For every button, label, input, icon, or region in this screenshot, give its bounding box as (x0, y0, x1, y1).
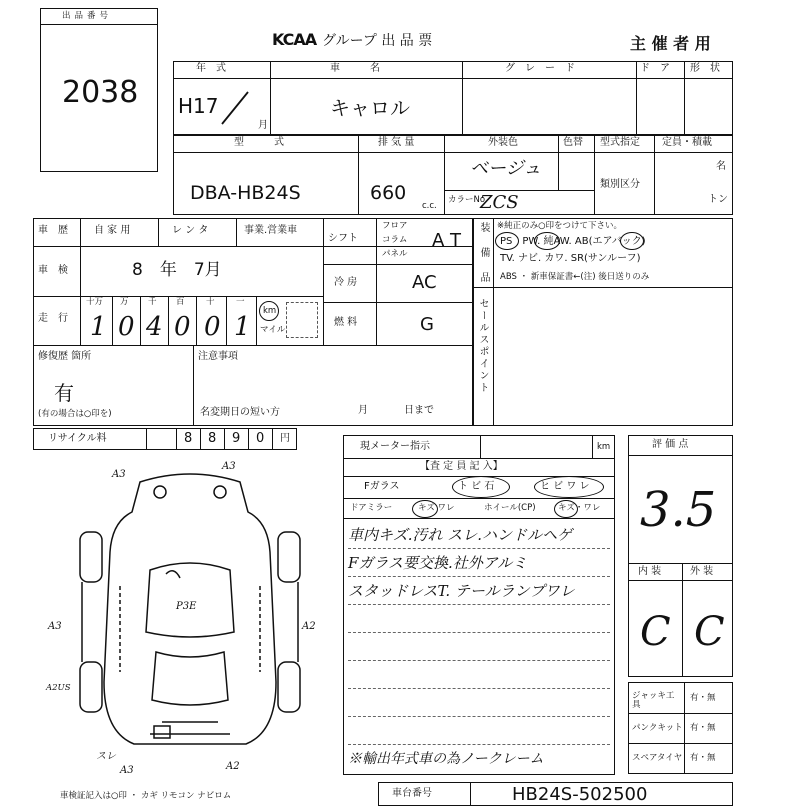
private-use-option: 自 家 用 (94, 225, 131, 236)
color-code: ZCS (480, 192, 519, 213)
recycle-digit-4: 0 (256, 431, 265, 446)
inspection-label: 車 検 (38, 265, 68, 276)
inspector-note-2: Fガラス要交換.社外アルミ (348, 554, 528, 572)
windshield-options: ト ビ 石 (458, 481, 495, 492)
color-code-label: カラーNo. (448, 195, 488, 205)
mileage-unit-1: 一 (236, 297, 245, 307)
mile-label: マイル (260, 325, 286, 335)
jack-value: 有・無 (690, 693, 716, 703)
shift-panel: パネル (382, 249, 408, 259)
mileage-unit-10: 十 (206, 297, 215, 307)
tons-unit: トン (708, 194, 728, 205)
short-expiry-label: 名変期日の短い方 (200, 407, 280, 418)
rating-label: 評 価 点 (652, 439, 689, 450)
diagram-mark-roof: P3E (176, 601, 197, 612)
capacity-label: 定員・積載 (662, 137, 712, 148)
jack-label: ジャッキ工具 (632, 691, 675, 710)
cc-unit: c.c. (422, 201, 437, 211)
displacement-label: 排 気 量 (378, 137, 415, 148)
exterior-value: C (694, 609, 725, 655)
puncture-kit-label: パンクキット (632, 723, 683, 733)
inspector-section-title: 【査 定 員 記 入】 (420, 461, 503, 472)
repair-label: 修復歴 箇所 (38, 351, 92, 362)
ac-value: AC (412, 272, 437, 293)
bottom-note: 車検証記入は○印 ・ カギ リモコン ナビロム (60, 791, 232, 801)
meter-unit: km (597, 442, 611, 452)
mileage-unit-1k: 千 (148, 297, 157, 307)
diagram-mark-left-rear: A2US (46, 683, 71, 693)
mileage-unit-100: 百 (176, 297, 185, 307)
color-value: ベージュ (470, 158, 542, 179)
history-label: 車 歴 (38, 225, 68, 236)
recycle-unit: 円 (280, 433, 290, 444)
diagram-mark-front-right: A3 (222, 461, 236, 472)
windshield-label: Fガラス (364, 481, 400, 492)
month-label: 月 (358, 405, 368, 416)
windshield-options-2: ヒ ビ ワ レ (540, 481, 590, 492)
interior-value: C (640, 609, 671, 655)
model-value: DBA-HB24S (190, 182, 301, 204)
diagram-mark-left-side: A3 (48, 621, 62, 632)
recycle-digit-2: 8 (208, 431, 217, 446)
equipment-line3: ABS ・ 新車保証書←(注) 後日送りのみ (500, 272, 650, 282)
equipment-label: 装 備 品 (478, 222, 489, 289)
month-mark: 月 (258, 120, 268, 131)
rental-option: レ ン タ (172, 225, 209, 236)
car-name-value: キャロル (330, 96, 410, 120)
rating-value: 3.5 (640, 482, 717, 538)
diagram-mark-right-side: A2 (302, 621, 316, 632)
pw-circle (534, 232, 560, 250)
mileage-unit-10k: 万 (120, 297, 129, 307)
body-label: 形 状 (690, 63, 720, 74)
year-value: H17 (178, 94, 219, 118)
repair-note: (有の場合は○印を) (38, 409, 112, 419)
inspection-value: 8 年 7月 (132, 260, 222, 280)
equipment-box (473, 218, 733, 426)
inspector-footer-note: ※輸出年式車の為ノークレーム (348, 751, 544, 767)
chassis-label: 車台番号 (392, 788, 432, 799)
color-label: 外装色 (488, 137, 518, 148)
inspector-note-1: 車内キズ.汚れ スレ.ハンドルヘゲ (348, 526, 573, 544)
meter-label: 現メーター指示 (360, 441, 430, 452)
wheel-scratch-circle (554, 500, 578, 518)
lot-number: 2038 (62, 75, 139, 110)
exterior-label: 外 装 (690, 566, 714, 577)
mileage-digit-10: 0 (204, 312, 221, 342)
grade-label: グ レ ー ド (505, 63, 575, 74)
fuel-value: G (420, 314, 434, 335)
shift-floor: フロア (382, 221, 408, 231)
recycle-digit-1: 8 (184, 431, 193, 446)
business-option: 事業.営業車 (244, 225, 298, 236)
diagram-mark-front-left: A3 (112, 469, 126, 480)
displacement-value: 660 (370, 182, 407, 204)
mileage-digit-10k: 0 (118, 312, 135, 342)
model-designation-label: 型式指定 (600, 137, 640, 148)
wheel-label: ホイール(CP) (484, 503, 536, 513)
model-label: 型 式 (234, 137, 284, 148)
mileage-label: 走 行 (38, 313, 68, 324)
shift-value: A T (432, 230, 462, 251)
km-label: km (263, 306, 277, 316)
diagram-mark-rear-right: A2 (226, 761, 240, 772)
mileage-digit-1k: 4 (146, 312, 163, 342)
fuel-label: 燃 料 (334, 317, 358, 328)
ab-circle (620, 232, 644, 250)
shift-column: コラム (382, 235, 408, 245)
day-label: 日まで (404, 405, 434, 416)
recycle-label: リサイクル料 (48, 433, 107, 444)
mileage-digit-1: 1 (234, 312, 251, 342)
mirror-label: ドアミラー (350, 503, 393, 513)
puncture-kit-value: 有・無 (690, 723, 716, 733)
ps-circle (495, 232, 519, 250)
equipment-note: ※純正のみ○印をつけて下さい。 (497, 221, 623, 231)
year-label: 年 式 (196, 63, 226, 74)
spare-tire-value: 有・無 (690, 753, 716, 763)
ac-label: 冷 房 (334, 277, 358, 288)
color-change-label: 色替 (563, 137, 583, 148)
form-title: グループ 出 品 票 (322, 33, 433, 49)
mirror-options: キズ ワレ (418, 503, 455, 513)
inspector-note-3: スタッドレスT. テールランプワレ (348, 582, 575, 600)
chassis-value: HB24S-502500 (512, 784, 648, 805)
recycle-digit-3: 9 (232, 431, 241, 446)
organizer-copy-label: 主 催 者 用 (630, 34, 711, 53)
shift-label: シフト (328, 233, 358, 244)
diagram-mark-rear-left: A3 (120, 765, 134, 776)
notice-label: 注意事項 (198, 351, 238, 362)
car-name-label: 車 名 (330, 63, 380, 74)
mirror-scratch-circle (412, 500, 438, 518)
hibiware-circle (534, 476, 604, 498)
persons-unit: 名 (716, 161, 726, 172)
mileage-unit-100k: 十万 (86, 297, 104, 307)
sales-point-label: セールスポイント (477, 298, 488, 394)
equipment-line1: PS PW. 純AW. AB(エアバック) (500, 236, 646, 247)
lot-label: 出品番号 (62, 11, 113, 21)
door-label: ド ア (640, 63, 670, 74)
equipment-line2: TV. ナビ. カワ. SR(サンルーフ) (500, 253, 641, 264)
spare-tire-label: スペアタイヤ (632, 753, 683, 763)
tobiishi-circle (452, 476, 510, 498)
interior-label: 内 装 (638, 566, 662, 577)
car-damage-diagram (70, 462, 310, 772)
mileage-digit-100k: 1 (90, 312, 107, 342)
diagram-mark-rear-scuff: スレ (96, 751, 116, 762)
repair-value: 有 (54, 381, 74, 405)
wheel-options: キズ・ワレ (558, 503, 601, 513)
mileage-digit-100: 0 (174, 312, 191, 342)
brand: KCAA (272, 30, 317, 49)
category-label: 類別区分 (600, 179, 640, 190)
